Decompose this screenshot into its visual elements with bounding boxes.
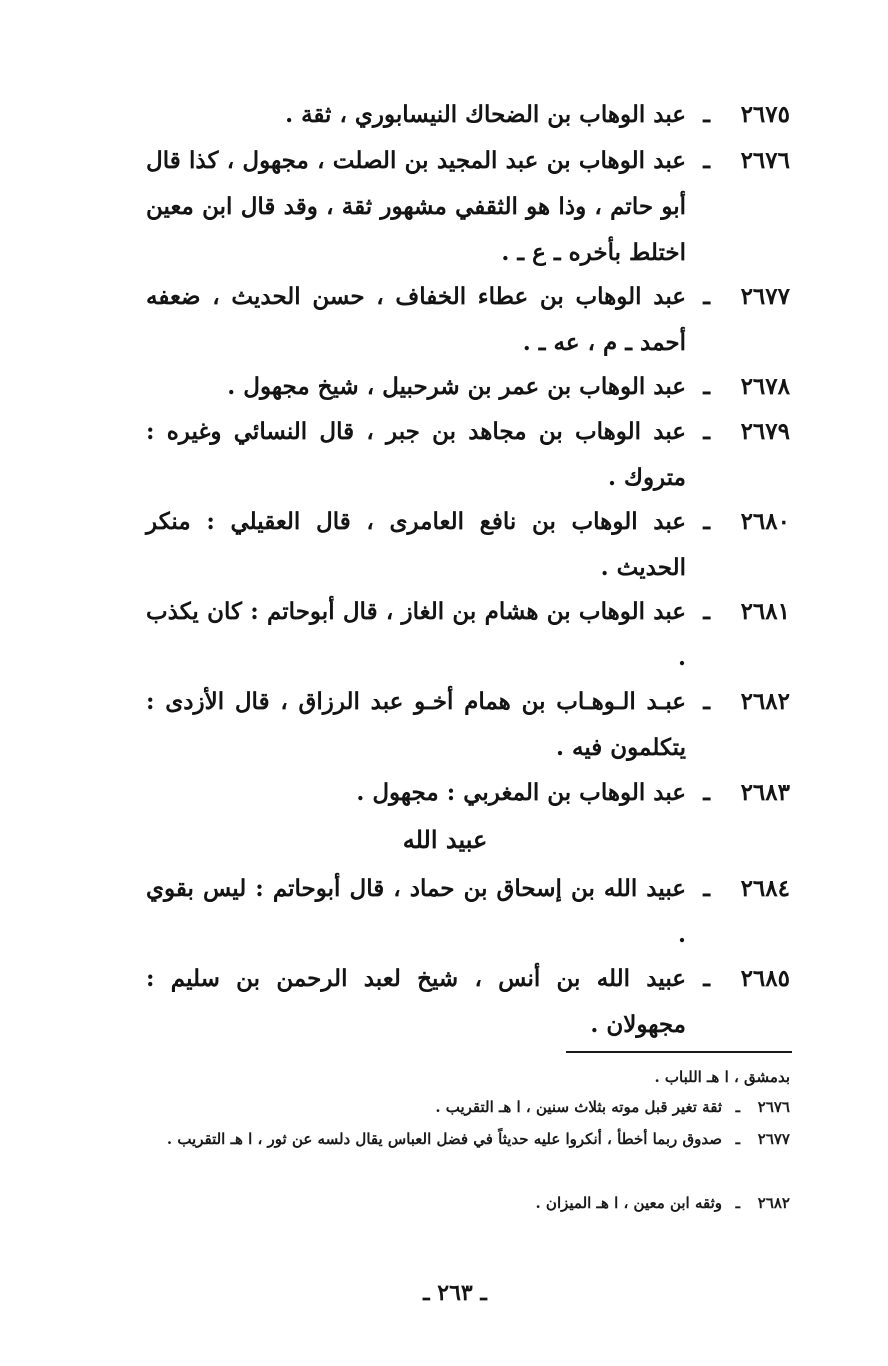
- entry-number: ٢٦٧٦: [740, 147, 790, 174]
- footnote-text: بدمشق ، ا هـ اللباب .: [654, 1068, 790, 1086]
- entry-number: ٢٦٨٢: [740, 688, 790, 715]
- footnote-dash: ـ: [735, 1194, 740, 1212]
- entry-number: ٢٦٧٧: [740, 283, 790, 310]
- entry-number: ٢٦٨٠: [740, 508, 790, 535]
- entry-dash: ـ: [703, 688, 710, 715]
- page-number: ـ ٢٦٣ ـ: [423, 1280, 487, 1306]
- entry-2677: [146, 274, 790, 366]
- entry-number: ٢٦٨٥: [740, 965, 790, 992]
- entry-2678: [146, 364, 790, 410]
- entry-text: عبد الوهاب بن الضحاك النيسابوري ، ثقة .: [285, 101, 686, 128]
- footnote-text: ثقة تغير قبل موته بثلاث سنين ، ا هـ التقريب .: [435, 1098, 722, 1116]
- entry-text: عبد الوهاب بن المغربي : مجهول .: [356, 779, 686, 806]
- entry-dash: ـ: [703, 965, 710, 992]
- footnote-number: ٢٦٧٧: [757, 1130, 790, 1148]
- footnote-2677: [155, 1124, 790, 1154]
- entry-text: عبد الوهاب بن عمر بن شرحبيل ، شيخ مجهول .: [227, 373, 686, 400]
- footnote-separator: [566, 1051, 792, 1053]
- entry-dash: ـ: [703, 779, 710, 806]
- entry-number: ٢٦٨٣: [740, 779, 790, 806]
- entry-2682: [146, 679, 790, 771]
- entry-text: عبد الوهاب بن عطاء الخفاف ، حسن الحديث ، ضعفه أحمد ـ م ، عه ـ .: [146, 283, 686, 356]
- entry-dash: ـ: [703, 598, 710, 625]
- entry-number: ٢٦٧٥: [740, 101, 790, 128]
- footnote-text: وثقه ابن معين ، ا هـ الميزان .: [535, 1194, 722, 1212]
- entry-text: عبيد الله بن إسحاق بن حماد ، قال أبوحاتم : ليس بقوي .: [146, 875, 686, 948]
- footnote-dash: ـ: [735, 1130, 740, 1148]
- entry-text: عبد الوهاب بن نافع العامرى ، قال العقيلي : منكر الحديث .: [146, 508, 686, 581]
- entry-2681: [146, 589, 790, 681]
- footnote-number: ٢٦٨٢: [757, 1194, 790, 1212]
- entry-2680: [146, 499, 790, 591]
- entry-number: ٢٦٧٨: [740, 373, 790, 400]
- entry-dash: ـ: [703, 101, 710, 128]
- entry-dash: ـ: [703, 147, 710, 174]
- entry-text: عبـد الـوهـاب بن همام أخـو عبد الرزاق ، قال الأزدى : يتكلمون فيه .: [146, 688, 686, 761]
- entry-dash: ـ: [703, 373, 710, 400]
- footnote-2676: [160, 1092, 790, 1122]
- entry-dash: ـ: [703, 875, 710, 902]
- footnote-number: ٢٦٧٦: [757, 1098, 790, 1116]
- entry-dash: ـ: [703, 283, 710, 310]
- footnote-text: صدوق ربما أخطأ ، أنكروا عليه حديثاً في فضل العباس يقال دلسه عن ثور ، ا هـ التقريب .: [166, 1130, 722, 1148]
- entry-number: ٢٦٨١: [740, 598, 790, 625]
- entry-dash: ـ: [703, 508, 710, 535]
- entry-2675: [146, 92, 790, 138]
- entry-text: عبيد الله بن أنس ، شيخ لعبد الرحمن بن سليم : مجهولان .: [146, 965, 686, 1038]
- section-heading: عبيد الله: [402, 825, 488, 854]
- entry-2684: [146, 866, 790, 958]
- entry-text: عبد الوهاب بن عبد المجيد بن الصلت ، مجهول ، كذا قال أبو حاتم ، وذا هو الثقفي مشهور ثقة ، وقد قال ابن معين اختلط بأخره ـ ع ـ .: [146, 147, 686, 266]
- footnote-dash: ـ: [735, 1098, 740, 1116]
- footnote-continuation: [160, 1062, 790, 1092]
- entry-2683: [146, 770, 790, 816]
- entry-text: عبد الوهاب بن هشام بن الغاز ، قال أبوحاتم : كان يكذب .: [146, 598, 686, 671]
- entry-2679: [146, 409, 790, 501]
- entry-number: ٢٦٧٩: [740, 418, 790, 445]
- entry-dash: ـ: [703, 418, 710, 445]
- entry-text: عبد الوهاب بن مجاهد بن جبر ، قال النسائي وغيره : متروك .: [146, 418, 686, 491]
- footnote-2682: [160, 1188, 790, 1218]
- entry-2676: [146, 138, 790, 276]
- entry-number: ٢٦٨٤: [740, 875, 790, 902]
- entry-2685: [146, 956, 790, 1048]
